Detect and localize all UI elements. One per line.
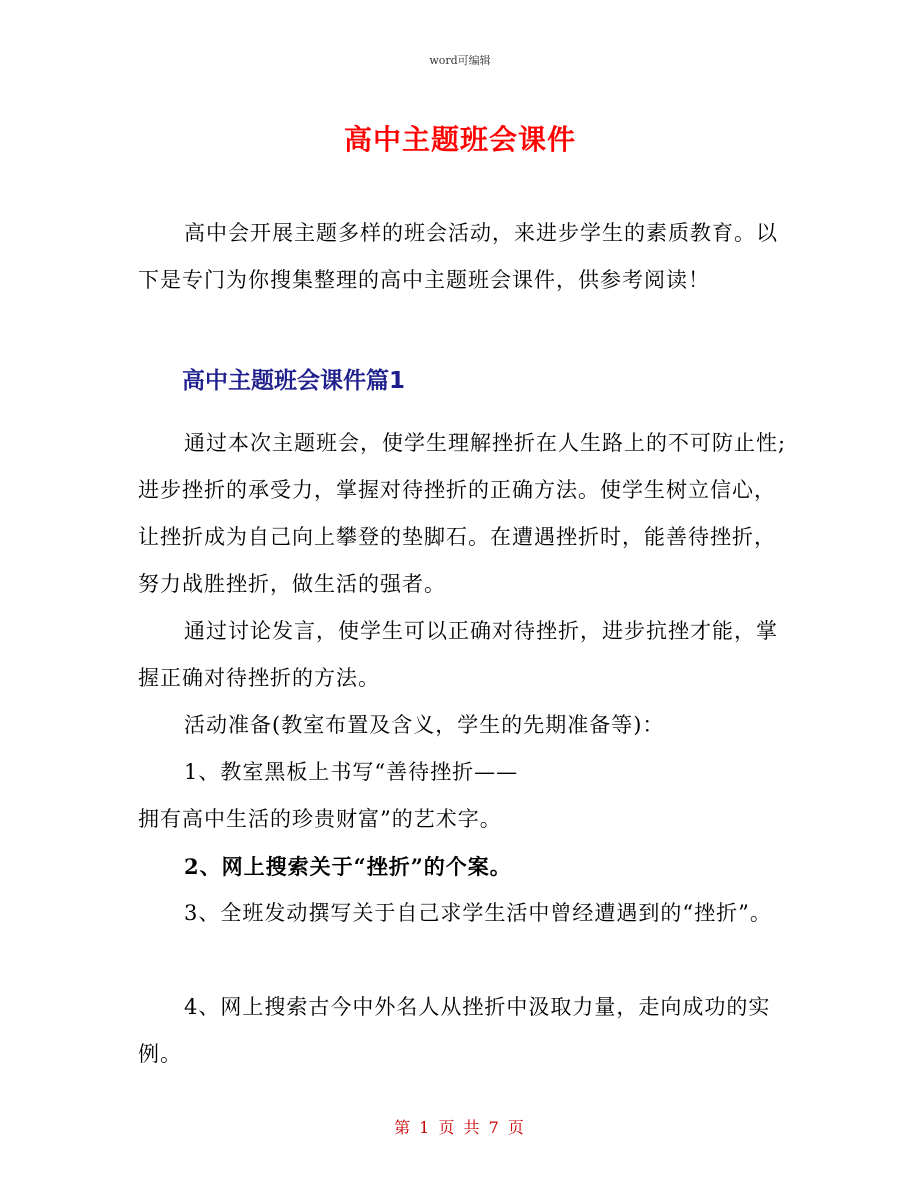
- list-item-1-line2: 拥有高中生活的珍贵财富”的艺术字。: [138, 807, 502, 831]
- list-item-1-line1: 1、教室黑板上书写“善待挫折——: [184, 760, 519, 784]
- paragraph-preparation: 活动准备(教室布置及含义，学生的先期准备等)：: [184, 713, 665, 737]
- paragraph-discussion: 通过讨论发言，使学生可以正确对待挫折，进步抗挫才能，掌握正确对待挫折的方法。: [138, 619, 778, 690]
- header-note: word可编辑: [429, 54, 491, 67]
- page-footer: 第 1 页 共 7 页: [394, 1118, 526, 1137]
- list-item-3: 3、全班发动撰写关于自己求学生活中曾经遭遇到的“挫折”。: [184, 901, 772, 925]
- paragraph-goal: 通过本次主题班会，使学生理解挫折在人生路上的不可防止性;进步挫折的承受力，掌握对待挫折的正确方法。使学生树立信心，让挫折成为自己向上攀登的垫脚石。在遭遇挫折时，能善待挫折，努力战胜挫折，做生活的强者。: [138, 431, 787, 596]
- list-item-2: 2、网上搜索关于“挫折”的个案。: [184, 854, 512, 879]
- document-title: 高中主题班会课件: [343, 123, 576, 156]
- list-item-4: 4、网上搜索古今中外名人从挫折中汲取力量，走向成功的实例。: [138, 995, 771, 1066]
- intro-paragraph: 高中会开展主题多样的班会活动，来进步学生的素质教育。以下是专门为你搜集整理的高中主题班会课件，供参考阅读！: [138, 221, 778, 292]
- section-heading: 高中主题班会课件篇1: [182, 368, 406, 394]
